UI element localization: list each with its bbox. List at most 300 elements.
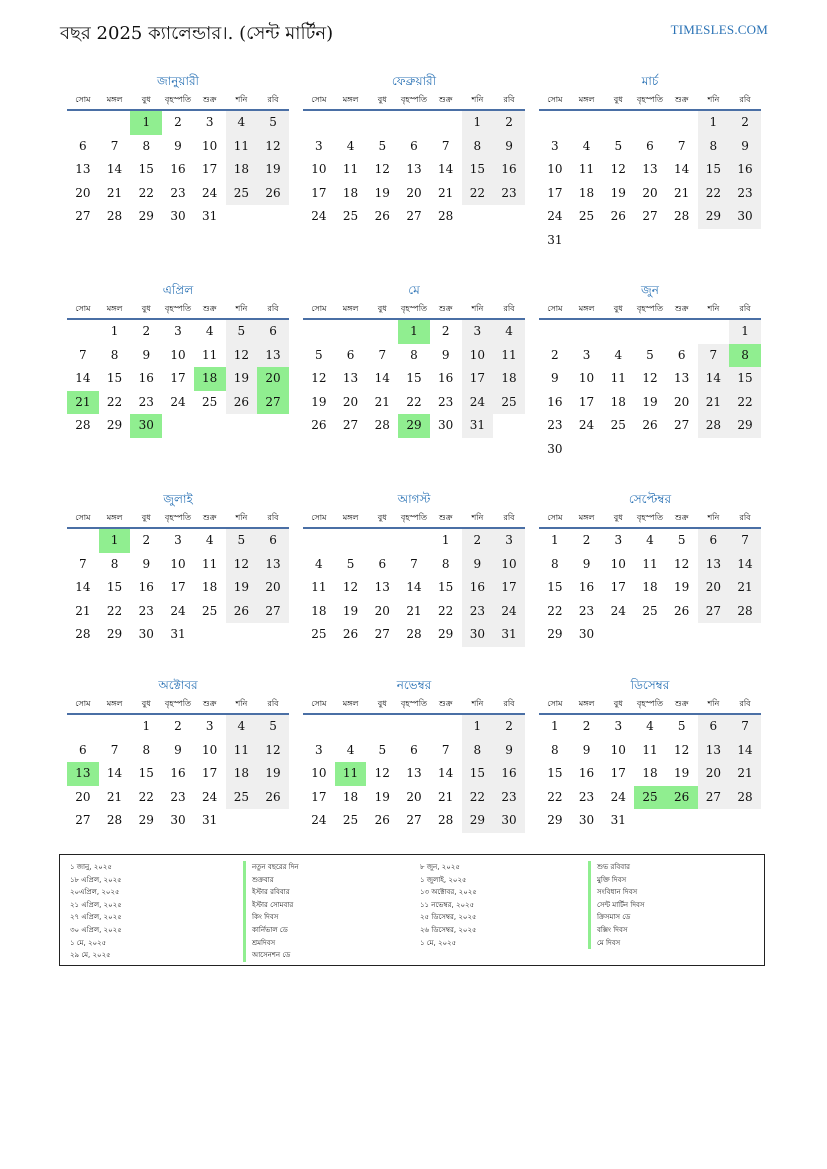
- day-cell[interactable]: 24: [493, 600, 525, 624]
- day-cell[interactable]: 20: [75, 185, 91, 200]
- day-cell[interactable]: 14: [438, 766, 454, 780]
- day-cell[interactable]: 11: [202, 556, 218, 571]
- day-cell[interactable]: 24: [170, 603, 186, 618]
- day-cell[interactable]: 25: [342, 813, 359, 827]
- day-cell[interactable]: 12: [642, 371, 658, 385]
- day-cell[interactable]: 26: [257, 182, 289, 206]
- day-cell[interactable]: 22: [106, 394, 123, 409]
- day-cell[interactable]: 20: [674, 394, 690, 409]
- day-cell[interactable]: 19: [257, 762, 289, 786]
- day-cell[interactable]: 6: [646, 138, 654, 153]
- day-cell[interactable]: 23: [547, 418, 563, 432]
- day-cell[interactable]: 11: [610, 371, 626, 385]
- day-cell[interactable]: 22: [698, 182, 730, 206]
- day-cell[interactable]: 21: [406, 603, 422, 618]
- day-cell[interactable]: 22: [138, 185, 154, 200]
- day-cell[interactable]: 3: [462, 320, 494, 344]
- day-cell[interactable]: 23: [493, 182, 525, 206]
- day-cell[interactable]: 1: [551, 533, 559, 547]
- day-cell[interactable]: 30: [170, 209, 186, 223]
- day-cell[interactable]: 21: [438, 185, 454, 200]
- day-cell[interactable]: 12: [342, 580, 359, 594]
- day-cell[interactable]: 6: [698, 529, 730, 553]
- day-cell[interactable]: 15: [462, 762, 494, 786]
- day-cell[interactable]: 25: [311, 627, 327, 641]
- day-cell[interactable]: 7: [79, 347, 87, 362]
- day-cell[interactable]: 21: [438, 789, 454, 804]
- day-cell[interactable]: 19: [610, 185, 626, 200]
- day-cell[interactable]: 28: [75, 627, 91, 641]
- day-cell[interactable]: 13: [698, 739, 730, 763]
- day-cell[interactable]: 27: [674, 418, 690, 432]
- day-cell[interactable]: 18: [226, 158, 258, 182]
- day-cell[interactable]: 1: [462, 715, 494, 739]
- day-cell[interactable]: 15: [138, 766, 154, 780]
- day-cell[interactable]: 20: [374, 603, 390, 618]
- day-cell[interactable]: 6: [410, 138, 418, 153]
- day-cell[interactable]: 15: [106, 371, 123, 385]
- day-cell[interactable]: 7: [110, 742, 119, 757]
- day-cell[interactable]: 12: [226, 553, 258, 577]
- day-cell[interactable]: 30: [729, 205, 761, 229]
- day-cell[interactable]: 29: [138, 813, 154, 827]
- day-cell[interactable]: 4: [315, 556, 323, 571]
- day-cell[interactable]: 21: [75, 603, 91, 618]
- day-cell[interactable]: 16: [170, 766, 186, 780]
- day-cell[interactable]: 29: [106, 418, 123, 432]
- day-cell[interactable]: 1: [698, 111, 730, 135]
- day-cell[interactable]: 26: [374, 813, 390, 827]
- day-cell[interactable]: 26: [674, 603, 690, 618]
- day-cell[interactable]: 29: [462, 809, 494, 833]
- day-cell[interactable]: 24: [202, 185, 218, 200]
- holiday-day-cell[interactable]: 25: [634, 786, 666, 810]
- day-cell[interactable]: 14: [674, 162, 690, 176]
- day-cell[interactable]: 16: [170, 162, 186, 176]
- day-cell[interactable]: 10: [610, 556, 626, 571]
- day-cell[interactable]: 30: [493, 809, 525, 833]
- day-cell[interactable]: 9: [493, 135, 525, 159]
- day-cell[interactable]: 13: [257, 553, 289, 577]
- day-cell[interactable]: 14: [75, 371, 91, 385]
- day-cell[interactable]: 5: [378, 742, 387, 757]
- day-cell[interactable]: 18: [642, 766, 658, 780]
- day-cell[interactable]: 17: [311, 789, 327, 804]
- day-cell[interactable]: 8: [410, 347, 418, 362]
- day-cell[interactable]: 12: [374, 162, 390, 176]
- day-cell[interactable]: 16: [729, 158, 761, 182]
- day-cell[interactable]: 22: [438, 603, 454, 618]
- day-cell[interactable]: 5: [346, 556, 355, 571]
- day-cell[interactable]: 15: [462, 158, 494, 182]
- day-cell[interactable]: 19: [674, 580, 690, 594]
- day-cell[interactable]: 3: [315, 742, 323, 757]
- day-cell[interactable]: 4: [493, 320, 525, 344]
- day-cell[interactable]: 17: [462, 367, 494, 391]
- day-cell[interactable]: 1: [441, 533, 450, 547]
- day-cell[interactable]: 7: [729, 529, 761, 553]
- day-cell[interactable]: 11: [642, 742, 658, 757]
- day-cell[interactable]: 20: [698, 762, 730, 786]
- day-cell[interactable]: 14: [438, 162, 454, 176]
- day-cell[interactable]: 18: [342, 789, 359, 804]
- day-cell[interactable]: 18: [578, 185, 595, 200]
- day-cell[interactable]: 22: [462, 182, 494, 206]
- day-cell[interactable]: 29: [106, 627, 123, 641]
- day-cell[interactable]: 31: [462, 414, 494, 438]
- day-cell[interactable]: 9: [582, 556, 591, 571]
- day-cell[interactable]: 29: [138, 209, 154, 223]
- day-cell[interactable]: 19: [374, 789, 390, 804]
- day-cell[interactable]: 13: [642, 162, 658, 176]
- day-cell[interactable]: 3: [614, 719, 623, 733]
- day-cell[interactable]: 4: [646, 719, 654, 733]
- day-cell[interactable]: 19: [257, 158, 289, 182]
- day-cell[interactable]: 7: [677, 138, 686, 153]
- day-cell[interactable]: 4: [226, 715, 258, 739]
- holiday-day-cell[interactable]: 20: [257, 367, 289, 391]
- day-cell[interactable]: 19: [642, 394, 658, 409]
- day-cell[interactable]: 12: [226, 344, 258, 368]
- day-cell[interactable]: 23: [578, 603, 595, 618]
- day-cell[interactable]: 26: [610, 209, 626, 223]
- day-cell[interactable]: 28: [729, 786, 761, 810]
- day-cell[interactable]: 11: [493, 344, 525, 368]
- holiday-day-cell[interactable]: 26: [666, 786, 698, 810]
- day-cell[interactable]: 2: [729, 111, 761, 135]
- day-cell[interactable]: 20: [342, 394, 359, 409]
- holiday-day-cell[interactable]: 11: [335, 762, 367, 786]
- day-cell[interactable]: 28: [75, 418, 91, 432]
- day-cell[interactable]: 10: [202, 742, 218, 757]
- day-cell[interactable]: 17: [170, 580, 186, 594]
- day-cell[interactable]: 18: [493, 367, 525, 391]
- day-cell[interactable]: 27: [642, 209, 658, 223]
- day-cell[interactable]: 31: [493, 623, 525, 647]
- day-cell[interactable]: 25: [226, 786, 258, 810]
- day-cell[interactable]: 23: [493, 786, 525, 810]
- day-cell[interactable]: 15: [106, 580, 123, 594]
- day-cell[interactable]: 1: [142, 719, 151, 733]
- day-cell[interactable]: 7: [79, 556, 87, 571]
- day-cell[interactable]: 25: [226, 182, 258, 206]
- day-cell[interactable]: 6: [378, 556, 387, 571]
- day-cell[interactable]: 13: [374, 580, 390, 594]
- day-cell[interactable]: 21: [106, 185, 123, 200]
- day-cell[interactable]: 18: [311, 603, 327, 618]
- day-cell[interactable]: 13: [406, 766, 422, 780]
- day-cell[interactable]: 25: [342, 209, 359, 223]
- day-cell[interactable]: 8: [551, 556, 559, 571]
- day-cell[interactable]: 7: [729, 715, 761, 739]
- holiday-day-cell[interactable]: 29: [398, 414, 430, 438]
- day-cell[interactable]: 7: [410, 556, 418, 571]
- day-cell[interactable]: 2: [142, 533, 151, 547]
- day-cell[interactable]: 25: [202, 394, 218, 409]
- day-cell[interactable]: 21: [674, 185, 690, 200]
- day-cell[interactable]: 30: [547, 441, 563, 456]
- day-cell[interactable]: 19: [226, 367, 258, 391]
- day-cell[interactable]: 15: [406, 371, 422, 385]
- day-cell[interactable]: 29: [547, 813, 563, 827]
- day-cell[interactable]: 9: [462, 553, 494, 577]
- day-cell[interactable]: 17: [311, 185, 327, 200]
- day-cell[interactable]: 26: [642, 418, 658, 432]
- day-cell[interactable]: 20: [698, 576, 730, 600]
- day-cell[interactable]: 6: [79, 742, 87, 757]
- day-cell[interactable]: 27: [374, 627, 390, 641]
- day-cell[interactable]: 27: [406, 209, 422, 223]
- day-cell[interactable]: 23: [438, 394, 454, 409]
- day-cell[interactable]: 4: [582, 138, 591, 153]
- day-cell[interactable]: 17: [610, 766, 626, 780]
- day-cell[interactable]: 17: [578, 394, 595, 409]
- day-cell[interactable]: 2: [582, 719, 591, 733]
- day-cell[interactable]: 4: [346, 138, 355, 153]
- day-cell[interactable]: 28: [106, 813, 123, 827]
- day-cell[interactable]: 3: [614, 533, 623, 547]
- day-cell[interactable]: 5: [315, 347, 323, 362]
- day-cell[interactable]: 3: [551, 138, 559, 153]
- day-cell[interactable]: 4: [646, 533, 654, 547]
- day-cell[interactable]: 5: [257, 111, 289, 135]
- site-link[interactable]: TIMESLES.COM: [670, 22, 768, 37]
- holiday-day-cell[interactable]: 8: [729, 344, 761, 368]
- day-cell[interactable]: 8: [462, 739, 494, 763]
- day-cell[interactable]: 13: [406, 162, 422, 176]
- day-cell[interactable]: 8: [551, 742, 559, 757]
- holiday-day-cell[interactable]: 21: [67, 391, 99, 415]
- day-cell[interactable]: 5: [226, 320, 258, 344]
- day-cell[interactable]: 18: [342, 185, 359, 200]
- day-cell[interactable]: 18: [610, 394, 626, 409]
- day-cell[interactable]: 12: [257, 135, 289, 159]
- day-cell[interactable]: 26: [342, 627, 359, 641]
- day-cell[interactable]: 19: [311, 394, 327, 409]
- day-cell[interactable]: 16: [578, 580, 595, 594]
- day-cell[interactable]: 1: [110, 324, 119, 338]
- day-cell[interactable]: 9: [729, 135, 761, 159]
- day-cell[interactable]: 23: [729, 182, 761, 206]
- day-cell[interactable]: 7: [441, 742, 450, 757]
- day-cell[interactable]: 9: [441, 347, 450, 362]
- day-cell[interactable]: 28: [406, 627, 422, 641]
- day-cell[interactable]: 22: [138, 789, 154, 804]
- day-cell[interactable]: 7: [378, 347, 387, 362]
- day-cell[interactable]: 22: [547, 603, 563, 618]
- day-cell[interactable]: 16: [138, 371, 154, 385]
- day-cell[interactable]: 27: [698, 786, 730, 810]
- day-cell[interactable]: 4: [614, 347, 623, 362]
- day-cell[interactable]: 16: [462, 576, 494, 600]
- day-cell[interactable]: 24: [610, 789, 626, 804]
- day-cell[interactable]: 11: [311, 580, 327, 594]
- day-cell[interactable]: 6: [698, 715, 730, 739]
- day-cell[interactable]: 5: [226, 529, 258, 553]
- day-cell[interactable]: 12: [257, 739, 289, 763]
- day-cell[interactable]: 14: [75, 580, 91, 594]
- day-cell[interactable]: 2: [493, 715, 525, 739]
- day-cell[interactable]: 3: [493, 529, 525, 553]
- day-cell[interactable]: 12: [311, 371, 327, 385]
- day-cell[interactable]: 10: [462, 344, 494, 368]
- day-cell[interactable]: 14: [698, 367, 730, 391]
- day-cell[interactable]: 2: [142, 324, 151, 338]
- day-cell[interactable]: 27: [698, 600, 730, 624]
- day-cell[interactable]: 2: [441, 324, 450, 338]
- day-cell[interactable]: 14: [406, 580, 422, 594]
- day-cell[interactable]: 10: [547, 162, 563, 176]
- day-cell[interactable]: 10: [610, 742, 626, 757]
- day-cell[interactable]: 9: [174, 742, 182, 757]
- day-cell[interactable]: 17: [170, 371, 186, 385]
- day-cell[interactable]: 3: [174, 533, 182, 547]
- day-cell[interactable]: 16: [547, 394, 563, 409]
- day-cell[interactable]: 17: [202, 162, 218, 176]
- day-cell[interactable]: 16: [438, 371, 454, 385]
- day-cell[interactable]: 9: [174, 138, 182, 153]
- day-cell[interactable]: 30: [170, 813, 186, 827]
- day-cell[interactable]: 5: [677, 533, 686, 547]
- day-cell[interactable]: 25: [642, 603, 658, 618]
- day-cell[interactable]: 23: [170, 789, 186, 804]
- day-cell[interactable]: 8: [142, 138, 151, 153]
- day-cell[interactable]: 13: [342, 371, 359, 385]
- day-cell[interactable]: 6: [410, 742, 418, 757]
- day-cell[interactable]: 28: [438, 813, 454, 827]
- day-cell[interactable]: 7: [110, 138, 119, 153]
- day-cell[interactable]: 19: [374, 185, 390, 200]
- day-cell[interactable]: 8: [462, 135, 494, 159]
- day-cell[interactable]: 30: [138, 627, 154, 641]
- day-cell[interactable]: 24: [311, 209, 327, 223]
- day-cell[interactable]: 26: [257, 786, 289, 810]
- day-cell[interactable]: 10: [578, 371, 595, 385]
- day-cell[interactable]: 11: [342, 162, 359, 176]
- day-cell[interactable]: 14: [729, 553, 761, 577]
- day-cell[interactable]: 24: [578, 418, 595, 432]
- day-cell[interactable]: 13: [75, 162, 91, 176]
- day-cell[interactable]: 27: [257, 600, 289, 624]
- day-cell[interactable]: 5: [646, 347, 654, 362]
- day-cell[interactable]: 10: [493, 553, 525, 577]
- day-cell[interactable]: 2: [582, 533, 591, 547]
- day-cell[interactable]: 20: [406, 185, 422, 200]
- day-cell[interactable]: 4: [346, 742, 355, 757]
- day-cell[interactable]: 6: [257, 529, 289, 553]
- day-cell[interactable]: 20: [406, 789, 422, 804]
- day-cell[interactable]: 10: [170, 556, 186, 571]
- day-cell[interactable]: 14: [729, 739, 761, 763]
- day-cell[interactable]: 19: [674, 766, 690, 780]
- day-cell[interactable]: 24: [170, 394, 186, 409]
- day-cell[interactable]: 9: [582, 742, 591, 757]
- day-cell[interactable]: 6: [677, 347, 686, 362]
- day-cell[interactable]: 3: [315, 138, 323, 153]
- day-cell[interactable]: 22: [406, 394, 422, 409]
- day-cell[interactable]: 12: [674, 742, 690, 757]
- day-cell[interactable]: 18: [226, 762, 258, 786]
- day-cell[interactable]: 29: [729, 414, 761, 438]
- day-cell[interactable]: 31: [202, 813, 218, 827]
- day-cell[interactable]: 15: [547, 766, 563, 780]
- day-cell[interactable]: 10: [170, 347, 186, 362]
- day-cell[interactable]: 20: [75, 789, 91, 804]
- day-cell[interactable]: 10: [202, 138, 218, 153]
- day-cell[interactable]: 12: [674, 556, 690, 571]
- day-cell[interactable]: 15: [547, 580, 563, 594]
- day-cell[interactable]: 24: [462, 391, 494, 415]
- day-cell[interactable]: 14: [106, 766, 123, 780]
- day-cell[interactable]: 30: [578, 627, 595, 641]
- day-cell[interactable]: 9: [142, 556, 151, 571]
- day-cell[interactable]: 23: [462, 600, 494, 624]
- day-cell[interactable]: 5: [677, 719, 686, 733]
- day-cell[interactable]: 3: [174, 324, 182, 338]
- day-cell[interactable]: 8: [142, 742, 151, 757]
- day-cell[interactable]: 25: [493, 391, 525, 415]
- day-cell[interactable]: 5: [257, 715, 289, 739]
- day-cell[interactable]: 6: [257, 320, 289, 344]
- day-cell[interactable]: 17: [610, 580, 626, 594]
- day-cell[interactable]: 16: [493, 762, 525, 786]
- day-cell[interactable]: 11: [642, 556, 658, 571]
- day-cell[interactable]: 15: [438, 580, 454, 594]
- day-cell[interactable]: 8: [441, 556, 450, 571]
- day-cell[interactable]: 10: [311, 766, 327, 780]
- day-cell[interactable]: 21: [106, 789, 123, 804]
- day-cell[interactable]: 21: [698, 391, 730, 415]
- day-cell[interactable]: 4: [205, 324, 214, 338]
- day-cell[interactable]: 27: [75, 813, 91, 827]
- day-cell[interactable]: 24: [311, 813, 327, 827]
- day-cell[interactable]: 30: [438, 418, 454, 432]
- day-cell[interactable]: 24: [202, 789, 218, 804]
- day-cell[interactable]: 20: [257, 576, 289, 600]
- day-cell[interactable]: 9: [493, 739, 525, 763]
- day-cell[interactable]: 14: [106, 162, 123, 176]
- day-cell[interactable]: 29: [698, 205, 730, 229]
- day-cell[interactable]: 10: [311, 162, 327, 176]
- day-cell[interactable]: 23: [578, 789, 595, 804]
- day-cell[interactable]: 16: [138, 580, 154, 594]
- day-cell[interactable]: 8: [698, 135, 730, 159]
- day-cell[interactable]: 9: [142, 347, 151, 362]
- holiday-day-cell[interactable]: 18: [194, 367, 226, 391]
- day-cell[interactable]: 12: [610, 162, 626, 176]
- day-cell[interactable]: 7: [441, 138, 450, 153]
- day-cell[interactable]: 22: [462, 786, 494, 810]
- day-cell[interactable]: 11: [226, 135, 258, 159]
- day-cell[interactable]: 11: [578, 162, 595, 176]
- holiday-day-cell[interactable]: 13: [67, 762, 99, 786]
- day-cell[interactable]: 27: [342, 418, 359, 432]
- day-cell[interactable]: 13: [257, 344, 289, 368]
- day-cell[interactable]: 16: [493, 158, 525, 182]
- day-cell[interactable]: 26: [311, 418, 327, 432]
- day-cell[interactable]: 19: [342, 603, 359, 618]
- day-cell[interactable]: 28: [438, 209, 454, 223]
- day-cell[interactable]: 31: [170, 627, 186, 641]
- day-cell[interactable]: 21: [729, 576, 761, 600]
- day-cell[interactable]: 24: [547, 209, 563, 223]
- day-cell[interactable]: 13: [674, 371, 690, 385]
- day-cell[interactable]: 28: [106, 209, 123, 223]
- holiday-day-cell[interactable]: 27: [257, 391, 289, 415]
- day-cell[interactable]: 6: [79, 138, 87, 153]
- holiday-day-cell[interactable]: 1: [398, 320, 430, 344]
- day-cell[interactable]: 16: [578, 766, 595, 780]
